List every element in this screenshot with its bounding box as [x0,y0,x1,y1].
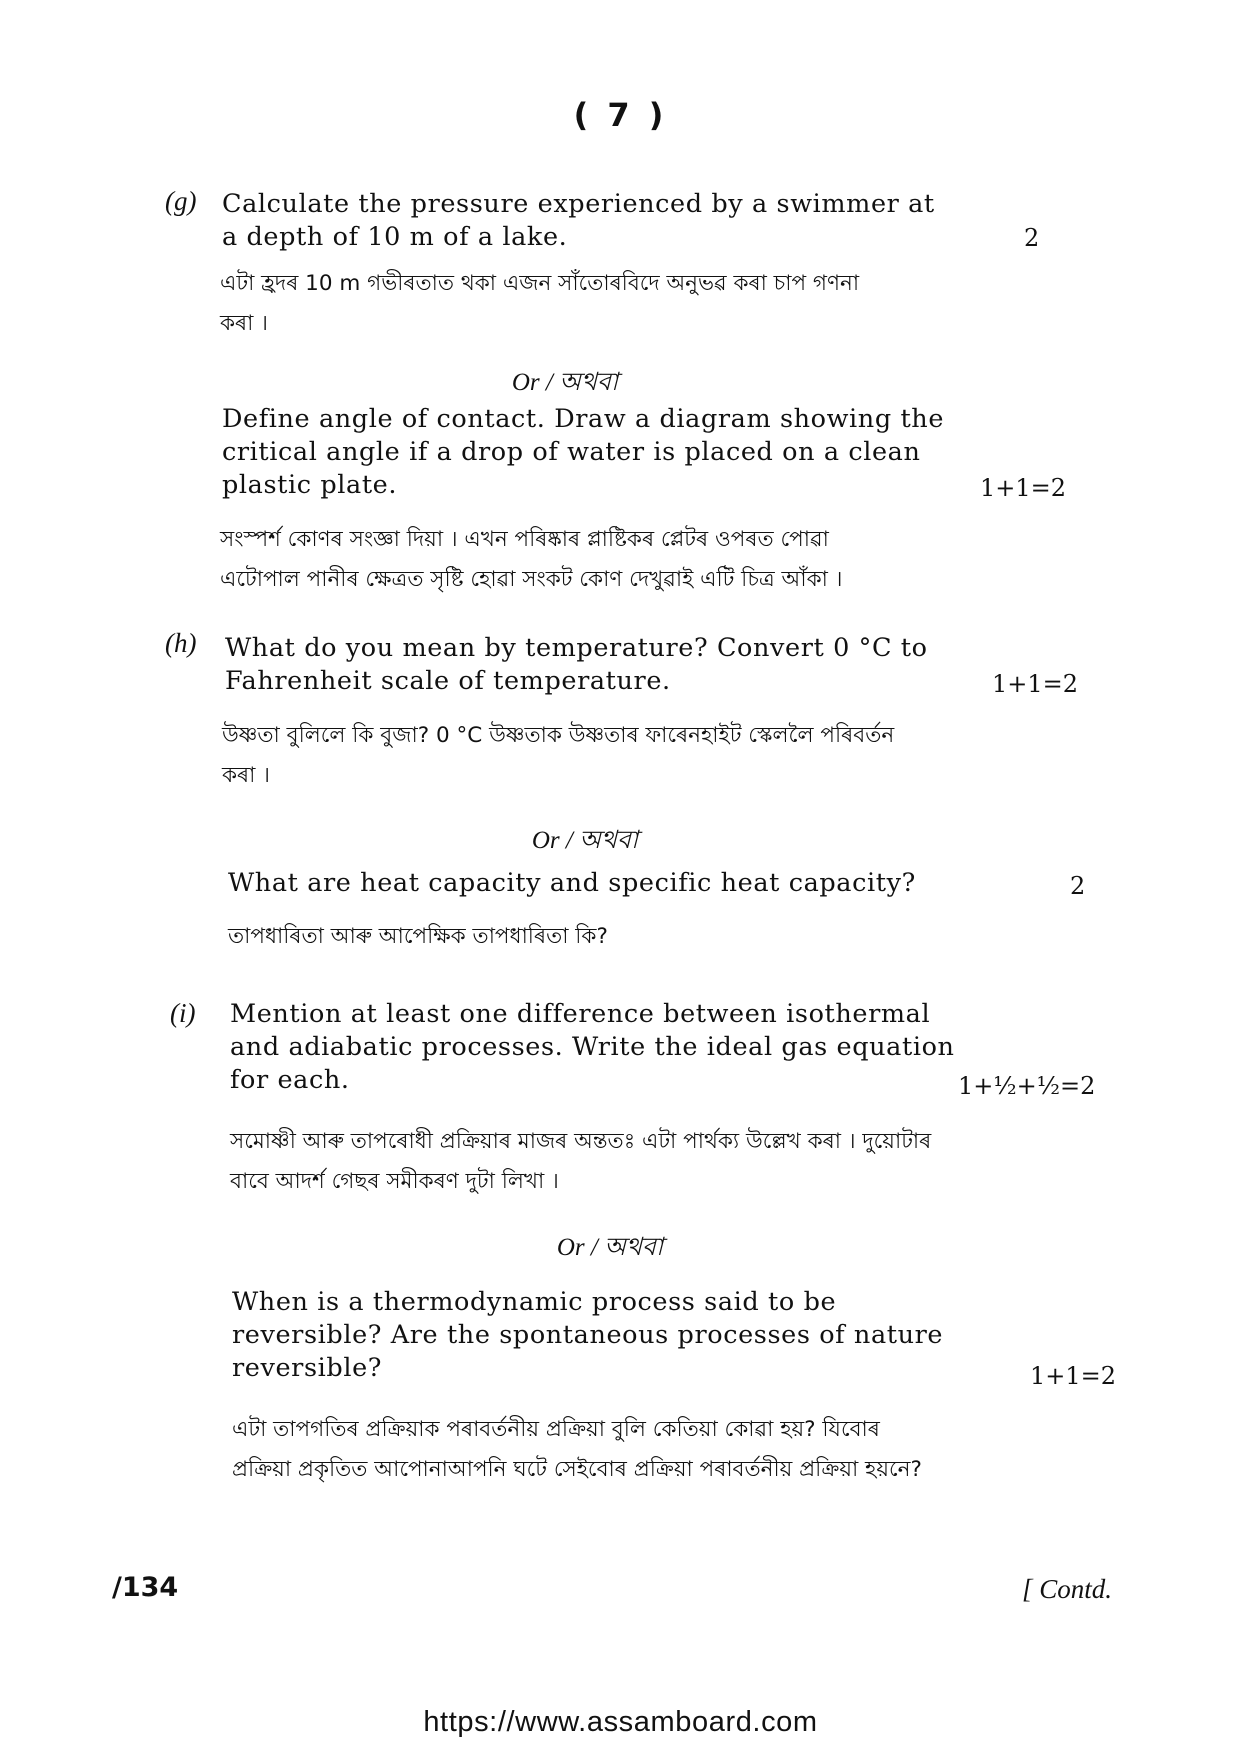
text-line: বাবে আদৰ্শ গেছৰ সমীকৰণ দুটা লিখা । [230,1169,559,1194]
question-g-alt-bengali [220,520,842,600]
continued-label: [ Contd. [1022,1574,1113,1604]
question-g-bengali [220,264,859,344]
text-line: plastic plate. [222,470,398,500]
text-line: Fahrenheit scale of temperature. [225,666,671,696]
question-i-alt-bengali [232,1410,922,1490]
text-line: When is a thermodynamic process said to be [232,1287,837,1317]
text-line: এটা হ্ৰদৰ 10 m গভীৰতাত থকা এজন সাঁতোৰবিদে অনুভৱ কৰা চাপ গণনা [220,271,860,296]
text-line: reversible? Are the spontaneous processes of nature [232,1320,944,1350]
text-line: এটোপাল পানীৰ ক্ষেত্ৰত সৃষ্টি হোৱা সংকট কোণ দেখুৱাই এটি চিত্ৰ আঁকা । [220,567,843,592]
question-g-alt-marks: 1+1=2 [980,474,1067,502]
text-line: Mention at least one difference between isothermal [230,999,931,1029]
text-line: প্ৰক্ৰিয়া প্ৰকৃতিত আপোনাআপনি ঘটে সেইবোৰ প্ৰক্ৰিয়া পৰাবৰ্তনীয় প্ৰক্ৰিয়া হয়নে? [232,1457,922,1482]
question-h-label: (h) [165,628,197,658]
question-g-alt-text [222,403,944,502]
text-line: for each. [230,1065,350,1095]
question-g-label: (g) [165,186,197,216]
text-line: Define angle of contact. Draw a diagram showing the [222,404,945,434]
text-line: সমোষ্ণী আৰু তাপৰোধী প্ৰক্ৰিয়াৰ মাজৰ অন্ততঃ এটা পাৰ্থক্য উল্লেখ কৰা । দুয়োটাৰ [230,1129,932,1154]
text-line: What do you mean by temperature? Convert 0 °C to [225,633,928,663]
text-line: সংস্পৰ্শ কোণৰ সংজ্ঞা দিয়া । এখন পৰিষ্কাৰ প্লাষ্টিকৰ প্লেটৰ ওপৰত পোৱা [220,527,829,552]
text-line: critical angle if a drop of water is placed on a clean [222,437,921,467]
question-i-alt-text [232,1286,943,1385]
paper-code: /134 [112,1572,179,1603]
text-line: তাপধাৰিতা আৰু আপেক্ষিক তাপধাৰিতা কি? [228,924,608,949]
text-line: কৰা । [220,311,268,336]
question-i-text [230,998,955,1097]
question-h-marks: 1+1=2 [992,670,1079,698]
text-line: and adiabatic processes. Write the ideal gas equation [230,1032,955,1062]
question-i-bengali [230,1122,931,1202]
question-i-alt-marks: 1+1=2 [1030,1362,1117,1390]
or-separator-g: Or / অথবা [511,369,619,396]
question-g-text [222,188,935,254]
website-link[interactable]: https://www.assamboard.com [423,1706,818,1738]
text-line: a depth of 10 m of a lake. [222,222,568,252]
page-number: ( 7 ) [573,96,668,134]
or-separator-i: Or / অথবা [556,1234,664,1261]
question-i-marks: 1+½+½=2 [958,1072,1096,1100]
or-separator-h: Or / অথবা [531,827,639,854]
text-line: reversible? [232,1353,383,1383]
text-line: উষ্ণতা বুলিলে কি বুজা? 0 °C উষ্ণতাক উষ্ণতাৰ ফাৰেনহাইট স্কেললৈ পৰিবৰ্তন [222,723,895,748]
question-g-marks: 2 [1024,224,1040,252]
text-line: Calculate the pressure experienced by a swimmer at [222,189,935,219]
text-line: এটা তাপগতিৰ প্ৰক্ৰিয়াক পৰাবৰ্তনীয় প্ৰক্ৰিয়া বুলি কেতিয়া কোৱা হয়? যিবোৰ [232,1417,880,1442]
question-i-label: (i) [170,998,196,1028]
question-h-alt-text [228,867,916,900]
text-line: কৰা । [222,763,270,788]
question-h-text [225,632,928,698]
question-h-alt-bengali [228,917,608,957]
text-line: What are heat capacity and specific heat capacity? [228,868,916,898]
question-h-bengali [222,716,894,796]
question-h-alt-marks: 2 [1070,872,1086,900]
